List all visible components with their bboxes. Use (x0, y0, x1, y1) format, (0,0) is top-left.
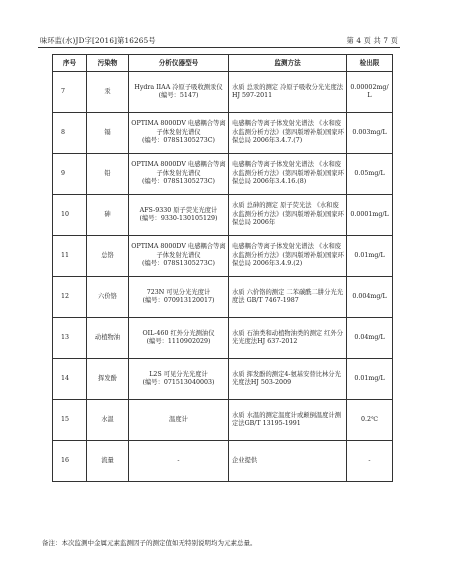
cell-limit: 0.003mg/L (347, 113, 393, 154)
cell-method: 企业提供 (229, 441, 347, 482)
table-row (53, 113, 393, 154)
table-row (53, 236, 393, 277)
cell-limit: 0.01mg/L (347, 359, 393, 400)
cell-method: 水质 总汞的测定 冷原子吸收分光光度法 HJ 597-2011 (229, 72, 347, 113)
cell-pollutant: 流量 (87, 441, 129, 482)
table-row (53, 441, 393, 482)
cell-limit: 0.05mg/L (347, 154, 393, 195)
column-header-limit: 检出限 (347, 55, 393, 72)
cell-method: 水质 水温的测定温度计或颠倒温度计测定法GB/T 13195-1991 (229, 400, 347, 441)
cell-instrument: Hydra IIAA 冷原子吸收测汞仪 (编号：5147) (129, 72, 229, 113)
cell-instrument: 723N 可见分光光度计 (编号：070913120017) (129, 277, 229, 318)
cell-limit: 0.04mg/L (347, 318, 393, 359)
cell-seq: 14 (53, 359, 87, 400)
header-divider (38, 47, 400, 48)
cell-method: 水质 六价铬的测定 二苯碳酰二肼分光光度法 GB/T 7467-1987 (229, 277, 347, 318)
cell-limit: 0.01mg/L (347, 236, 393, 277)
cell-pollutant: 镉 (87, 113, 129, 154)
footnote: 备注：本次监测中金属元素监测因子的测定值如无特别说明均为元素总量。 (42, 539, 257, 547)
cell-instrument: OPTIMA 8000DV 电感耦合等离子体发射光谱仪 (编号：078S1305273C) (129, 113, 229, 154)
cell-instrument: OPTIMA 8000DV 电感耦合等离子体发射光谱仪 (编号：078S1305273C) (129, 236, 229, 277)
cell-seq: 8 (53, 113, 87, 154)
cell-method: 电感耦合等离子体发射光谱法 《水和废水监测分析方法》(第四版增补版)国家环保总局 2006年3.4.7.(7) (229, 113, 347, 154)
cell-limit: 0.004mg/L (347, 277, 393, 318)
cell-seq: 13 (53, 318, 87, 359)
table-row (53, 318, 393, 359)
cell-instrument: - (129, 441, 229, 482)
report-number: 味环监(水)JD字[2016]第16265号 (40, 36, 156, 45)
table-row (53, 400, 393, 441)
cell-pollutant: 汞 (87, 72, 129, 113)
cell-seq: 7 (53, 72, 87, 113)
page-info: 第 4 页 共 7 页 (346, 36, 398, 45)
cell-instrument: L2S 可见分光光度计 (编号：071513040003) (129, 359, 229, 400)
table-body (53, 72, 393, 482)
column-header-instrument: 分析仪器型号 (129, 55, 229, 72)
cell-instrument: OPTIMA 8000DV 电感耦合等离子体发射光谱仪 (编号：078S1305273C) (129, 154, 229, 195)
cell-limit: 0.0001mg/L (347, 195, 393, 236)
cell-seq: 10 (53, 195, 87, 236)
column-header-method: 监测方法 (229, 55, 347, 72)
cell-method: 水质 石油类和动植物油类的测定 红外分光光度法HJ 637-2012 (229, 318, 347, 359)
cell-method: 水质 总砷的测定 原子荧光法 《水和废水监测分析方法》(第四版增补版)国家环保总局 2006年 (229, 195, 347, 236)
cell-method: 水质 挥发酚的测定4-氨基安替比林分光光度法HJ 503-2009 (229, 359, 347, 400)
cell-pollutant: 挥发酚 (87, 359, 129, 400)
cell-method: 电感耦合等离子体发射光谱法 《水和废水监测分析方法》(第四版增补版)国家环保总局 2006年3.4.9.(2) (229, 236, 347, 277)
cell-seq: 16 (53, 441, 87, 482)
table-header-row (53, 55, 393, 72)
cell-limit: 0.2℃ (347, 400, 393, 441)
table-row (53, 154, 393, 195)
cell-seq: 12 (53, 277, 87, 318)
page-header (40, 36, 398, 46)
cell-pollutant: 砷 (87, 195, 129, 236)
cell-limit: 0.00002mg/L (347, 72, 393, 113)
cell-pollutant: 铅 (87, 154, 129, 195)
cell-method: 电感耦合等离子体发射光谱法 《水和废水监测分析方法》(第四版增补版)国家环保总局 2006年3.4.16.(8) (229, 154, 347, 195)
cell-instrument: OIL-460 红外分光测油仪 (编号：1110902029) (129, 318, 229, 359)
table-row (53, 72, 393, 113)
cell-limit: - (347, 441, 393, 482)
table-row (53, 359, 393, 400)
column-header-pollutant: 污染物 (87, 55, 129, 72)
column-header-seq: 序号 (53, 55, 87, 72)
cell-instrument: 温度计 (129, 400, 229, 441)
cell-instrument: AFS-9330 原子荧光光度计 (编号：9330-130105129) (129, 195, 229, 236)
cell-seq: 11 (53, 236, 87, 277)
cell-pollutant: 总铬 (87, 236, 129, 277)
cell-pollutant: 六价铬 (87, 277, 129, 318)
cell-seq: 9 (53, 154, 87, 195)
cell-seq: 15 (53, 400, 87, 441)
monitoring-method-table (52, 54, 393, 482)
table-row (53, 195, 393, 236)
table-row (53, 277, 393, 318)
cell-pollutant: 水温 (87, 400, 129, 441)
cell-pollutant: 动植物油 (87, 318, 129, 359)
